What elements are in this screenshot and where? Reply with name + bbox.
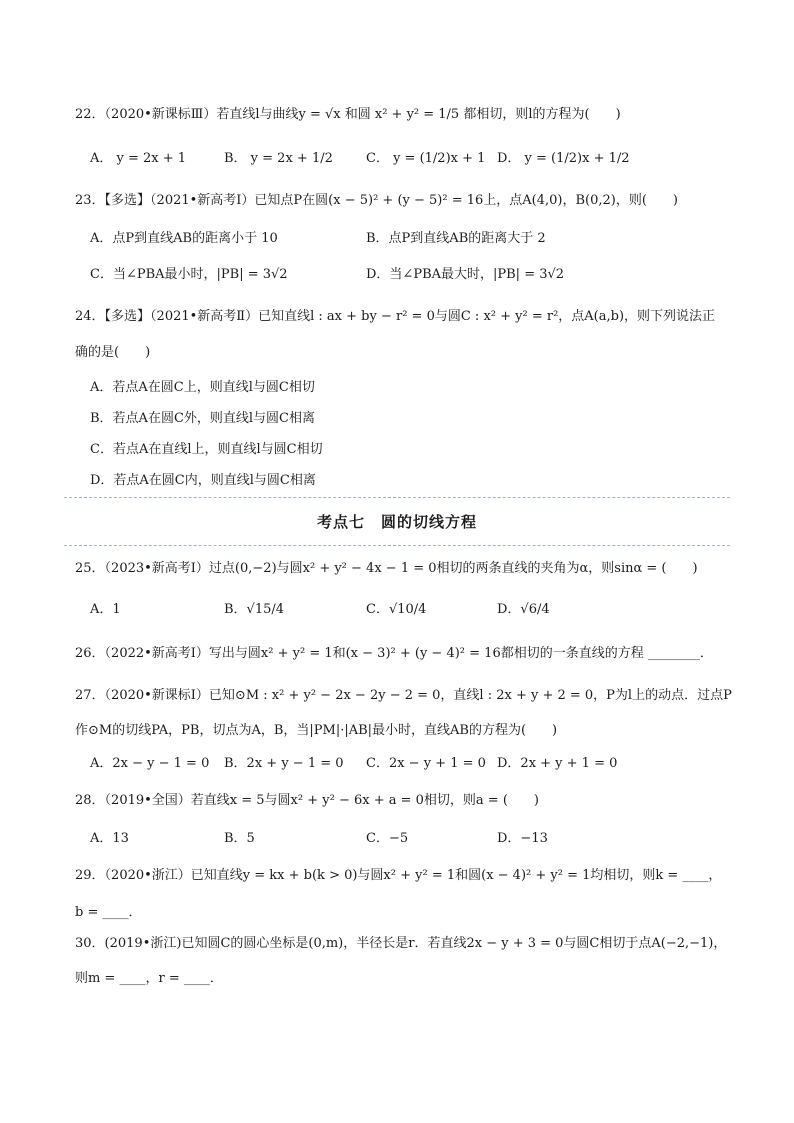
q26-stem: 26．（2022•新高考Ⅰ）写出与圆x² + y² = 1和(x − 3)² + (y − 4)² = 16都相切的一条直线的方程 ________．	[75, 646, 713, 661]
q25-option-a: A．1	[90, 602, 121, 617]
q25-option-b: B．√15/4	[224, 602, 285, 617]
q24-stem-line1: 24．【多选】（2021•新高考Ⅱ）已知直线l : ax + by − r² = 0与圆C : x² + y² = r²，点A(a,b)，则下列说法正	[75, 309, 716, 324]
q22-option-a: A． y = 2x + 1	[90, 151, 187, 166]
q28-option-a: A．13	[90, 831, 129, 846]
q23-option-b: B．点P到直线AB的距离大于 2	[366, 231, 546, 246]
q23-stem: 23．【多选】（2021•新高考Ⅰ）已知点P在圆(x − 5)² + (y − 5)² = 16上，点A(4,0)，B(0,2)，则( )	[75, 193, 678, 208]
q28-option-d: D．−13	[497, 831, 548, 846]
q24-option-a: A．若点A在圆C上，则直线l与圆C相切	[90, 380, 315, 395]
q30-stem-line1: 30．(2019•浙江)已知圆C的圆心坐标是(0,m)，半径长是r．若直线2x − y + 3 = 0与圆C相切于点A(−2,−1)，	[75, 936, 727, 951]
q27-option-d: D．2x + y + 1 = 0	[497, 756, 618, 771]
q28-stem: 28．（2019•全国）若直线x = 5与圆x² + y² − 6x + a = 0相切，则a = ( )	[75, 793, 539, 808]
q27-stem-line1: 27．（2020•新课标Ⅰ）已知⊙M : x² + y² − 2x − 2y − 2 = 0，直线l : 2x + y + 2 = 0，P为l上的动点．过点P	[75, 688, 732, 703]
q28-option-b: B．5	[224, 831, 255, 846]
q24-option-d: D．若点A在圆C内，则直线l与圆C相离	[90, 473, 316, 488]
q27-stem-line2: 作⊙M的切线PA，PB，切点为A，B，当|PM|·|AB|最小时，直线AB的方程为( )	[75, 723, 558, 738]
q25-option-c: C．√10/4	[366, 602, 427, 617]
section-divider-top	[64, 497, 730, 498]
section-divider-bottom	[64, 545, 730, 546]
q24-option-c: C．若点A在直线l上，则直线l与圆C相切	[90, 442, 323, 457]
q25-stem: 25．（2023•新高考Ⅰ）过点(0,−2)与圆x² + y² − 4x − 1 = 0相切的两条直线的夹角为α，则sinα = ( )	[75, 561, 698, 576]
q29-stem-line2: b = ____．	[75, 905, 142, 920]
q27-option-b: B．2x + y − 1 = 0	[224, 756, 344, 771]
q23-option-a: A．点P到直线AB的距离小于 10	[90, 231, 278, 246]
q22-option-d: D． y = (1/2)x + 1/2	[497, 151, 630, 166]
q27-option-c: C．2x − y + 1 = 0	[366, 756, 486, 771]
q22-stem: 22．（2020•新课标Ⅲ）若直线l与曲线y = √x 和圆 x² + y² = 1/5 都相切，则l的方程为( )	[75, 107, 621, 122]
section-title: 考点七 圆的切线方程	[316, 513, 477, 531]
q24-stem-line2: 确的是( )	[75, 345, 151, 360]
q22-option-c: C． y = (1/2)x + 1	[366, 151, 486, 166]
q29-stem-line1: 29．（2020•浙江）已知直线y = kx + b(k > 0)与圆x² + y² = 1和圆(x − 4)² + y² = 1均相切，则k = ____，	[75, 868, 722, 883]
q23-option-c: C．当∠PBA最小时，|PB| = 3√2	[90, 267, 288, 282]
q24-option-b: B．若点A在圆C外，则直线l与圆C相离	[90, 411, 315, 426]
q25-option-d: D．√6/4	[497, 602, 550, 617]
q23-option-d: D．当∠PBA最大时，|PB| = 3√2	[366, 267, 565, 282]
q30-stem-line2: 则m = ____，r = ____．	[75, 971, 223, 986]
q22-option-b: B． y = 2x + 1/2	[224, 151, 333, 166]
q27-option-a: A．2x − y − 1 = 0	[90, 756, 210, 771]
q28-option-c: C．−5	[366, 831, 409, 846]
